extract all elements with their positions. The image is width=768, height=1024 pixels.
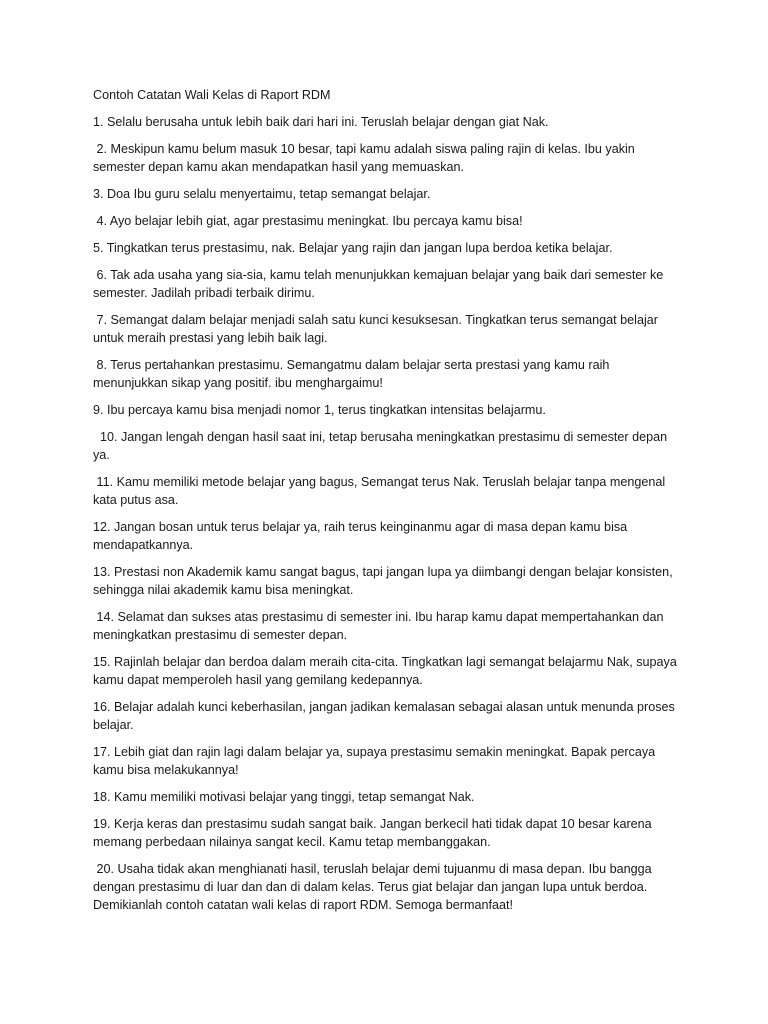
- note-item-13: 13. Prestasi non Akademik kamu sangat bagus, tapi jangan lupa ya diimbangi dengan belajar konsisten, sehingga nilai akademik kamu bisa meningkat.: [93, 565, 677, 597]
- note-item-7: 7. Semangat dalam belajar menjadi salah satu kunci kesuksesan. Tingkatkan terus semangat belajar untuk meraih prestasi yang lebih baik lagi.: [93, 313, 662, 345]
- note-item-19: 19. Kerja keras dan prestasimu sudah sangat baik. Jangan berkecil hati tidak dapat 10 besar karena memang perbedaan nilainya sangat kecil. Kamu tetap membanggakan.: [93, 817, 656, 849]
- note-item-10: 10. Jangan lengah dengan hasil saat ini, tetap berusaha meningkatkan prestasimu di semester depan ya.: [93, 430, 671, 462]
- document-title: Contoh Catatan Wali Kelas di Raport RDM: [93, 88, 331, 102]
- note-item-1: 1. Selalu berusaha untuk lebih baik dari hari ini. Teruslah belajar dengan giat Nak.: [93, 115, 549, 129]
- note-item-8: 8. Terus pertahankan prestasimu. Semangatmu dalam belajar serta prestasi yang kamu raih menunjukkan sikap yang positif. ibu menghargaimu!: [93, 358, 613, 390]
- note-item-18: 18. Kamu memiliki motivasi belajar yang tinggi, tetap semangat Nak.: [93, 790, 475, 804]
- note-item-14: 14. Selamat dan sukses atas prestasimu di semester ini. Ibu harap kamu dapat mempertahankan dan meningkatkan prestasimu di semester depan.: [93, 610, 668, 642]
- note-item-2: 2. Meskipun kamu belum masuk 10 besar, tapi kamu adalah siswa paling rajin di kelas. Ibu yakin semester depan kamu akan mendapatkan hasil yang memuaskan.: [93, 142, 639, 174]
- note-item-3: 3. Doa Ibu guru selalu menyertaimu, tetap semangat belajar.: [93, 187, 431, 201]
- document-body: [93, 86, 683, 923]
- note-item-16: 16. Belajar adalah kunci keberhasilan, jangan jadikan kemalasan sebagai alasan untuk menunda proses belajar.: [93, 700, 679, 732]
- note-item-20: 20. Usaha tidak akan menghianati hasil, teruslah belajar demi tujuanmu di masa depan. Ibu bangga dengan prestasimu di luar dan dan di dalam kelas. Terus giat belajar dan jangan lupa untuk berdoa. Demikianlah contoh catatan wali kelas di raport RDM. Semoga bermanfaat!: [93, 862, 656, 912]
- note-item-12: 12. Jangan bosan untuk terus belajar ya, raih terus keinginanmu agar di masa depan kamu bisa mendapatkannya.: [93, 520, 631, 552]
- note-item-11: 11. Kamu memiliki metode belajar yang bagus, Semangat terus Nak. Teruslah belajar tanpa mengenal kata putus asa.: [93, 475, 669, 507]
- note-item-4: 4. Ayo belajar lebih giat, agar prestasimu meningkat. Ibu percaya kamu bisa!: [93, 214, 523, 228]
- note-item-9: 9. Ibu percaya kamu bisa menjadi nomor 1, terus tingkatkan intensitas belajarmu.: [93, 403, 546, 417]
- note-item-15: 15. Rajinlah belajar dan berdoa dalam meraih cita-cita. Tingkatkan lagi semangat belajarmu Nak, supaya kamu dapat memperoleh hasil yang gemilang kedepannya.: [93, 655, 681, 687]
- note-item-17: 17. Lebih giat dan rajin lagi dalam belajar ya, supaya prestasimu semakin meningkat. Bapak percaya kamu bisa melakukannya!: [93, 745, 659, 777]
- note-item-6: 6. Tak ada usaha yang sia-sia, kamu telah menunjukkan kemajuan belajar yang baik dari semester ke semester. Jadilah pribadi terbaik dirimu.: [93, 268, 667, 300]
- note-item-5: 5. Tingkatkan terus prestasimu, nak. Belajar yang rajin dan jangan lupa berdoa ketika belajar.: [93, 241, 613, 255]
